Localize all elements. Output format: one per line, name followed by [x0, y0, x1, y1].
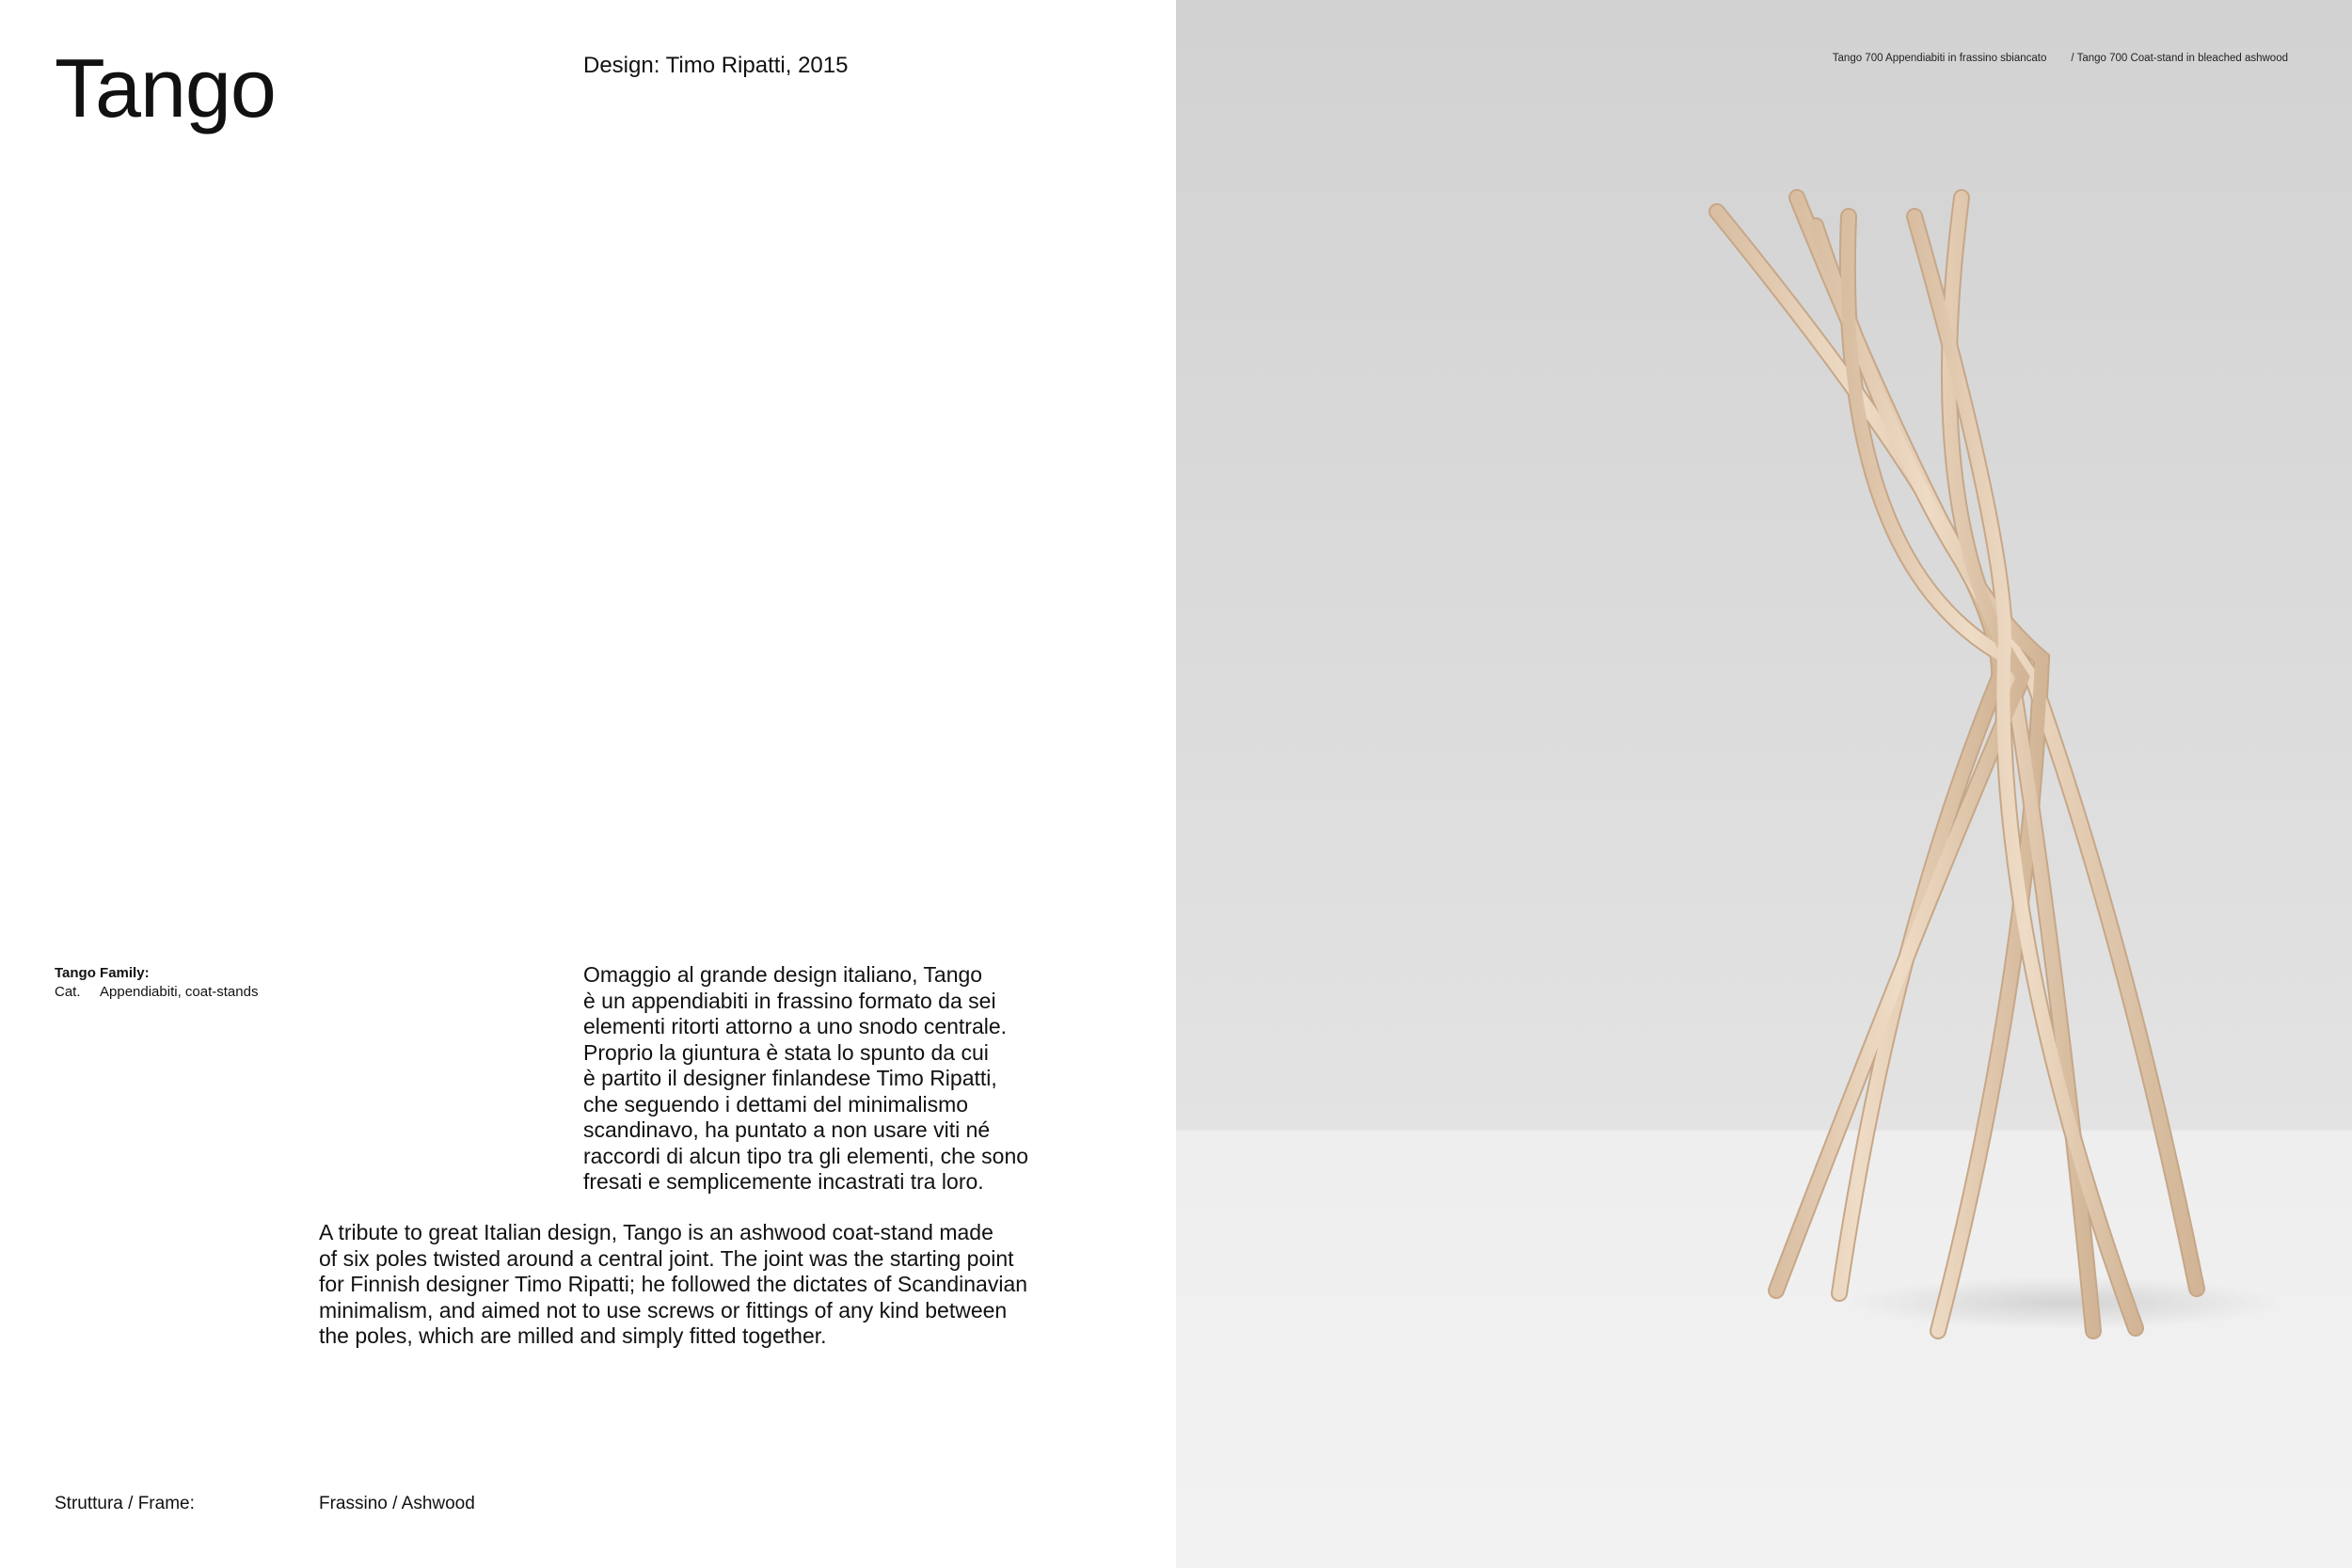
frame-spec-value: Frassino / Ashwood: [319, 1494, 475, 1513]
family-info: [55, 964, 258, 1002]
designer-credit: Design: Timo Ripatti, 2015: [583, 53, 849, 78]
page-title: Tango: [55, 41, 276, 135]
description-italian: Omaggio al grande design italiano, Tango è un appendiabiti in frassino formato da sei elementi ritorti attorno a uno snodo centrale. Proprio la giuntura è stata lo spunto da cui è partito il designer finlandese Timo Ripatti, che seguendo i dettami del minimalismo scandinavo, ha puntato a non usare viti né raccordi di alcun tipo tra gli elementi, che sono fresati e semplicemente incastrati tra loro.: [583, 962, 1029, 1194]
family-title: Tango Family:: [55, 965, 150, 981]
category-row: [55, 983, 258, 1002]
category-label: Cat.: [55, 984, 81, 1000]
product-photo: [1176, 0, 2352, 1568]
category-value: Appendiabiti, coat-stands: [100, 984, 259, 1000]
description-english: A tribute to great Italian design, Tango is an ashwood coat-stand made of six poles twisted around a central joint. The joint was the starting point for Finnish designer Timo Ripatti; he followed the dictates of Scandinavian minimalism, and aimed not to use screws or fittings of any kind between the poles, which are milled and simply fitted together.: [319, 1220, 1028, 1348]
frame-spec-label: Struttura / Frame:: [55, 1494, 195, 1513]
coat-stand-illustration: [1176, 0, 2352, 1568]
caption-italian: Tango 700 Appendiabiti in frassino sbiancato: [1832, 53, 2047, 64]
caption-english: / Tango 700 Coat-stand in bleached ashwood: [2071, 53, 2288, 64]
floor-shadow: [1849, 1276, 2281, 1329]
